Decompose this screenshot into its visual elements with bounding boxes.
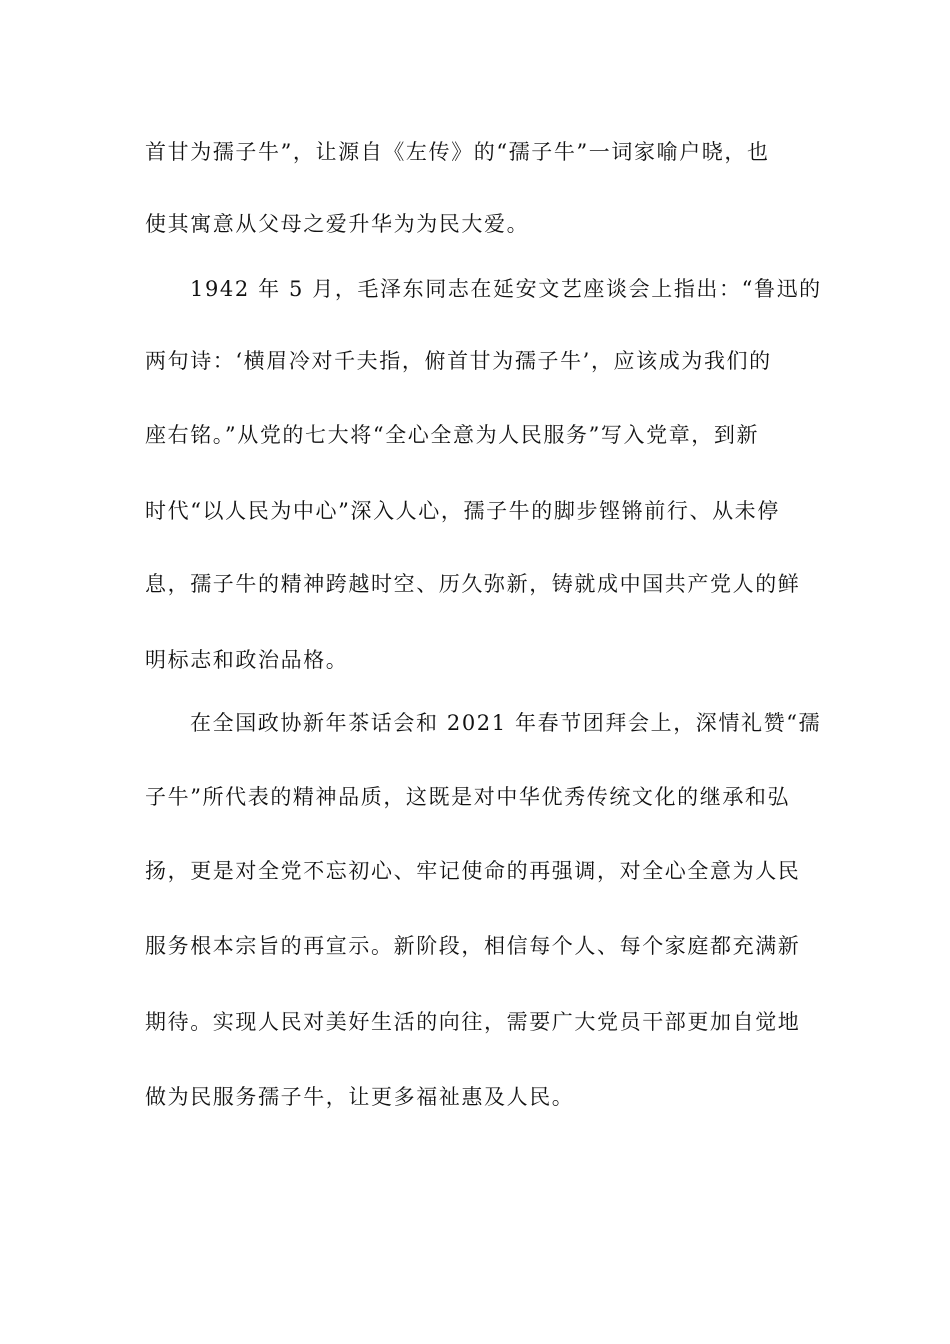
paragraph-line: 做为民服务孺子牛，让更多福祉惠及人民。: [145, 1085, 575, 1109]
paragraph-line: 扬，更是对全党不忘初心、牢记使命的再强调，对全心全意为人民: [145, 859, 801, 883]
paragraph-line: 服务根本宗旨的再宣示。新阶段，相信每个人、每个家庭都充满新: [145, 934, 801, 958]
paragraph-line: 时代“以人民为中心”深入人心，孺子牛的脚步铿锵前行、从未停: [145, 499, 780, 523]
paragraph-line: 息，孺子牛的精神跨越时空、历久弥新，铸就成中国共产党人的鲜: [145, 572, 801, 596]
paragraph-line: 首甘为孺子牛”，让源自《左传》的“孺子牛”一词家喻户晓，也: [145, 140, 770, 164]
paragraph-line: 使其寓意从父母之爱升华为为民大爱。: [145, 212, 530, 236]
paragraph-line: 两句诗：‘横眉冷对千夫指，俯首甘为孺子牛’，应该成为我们的: [145, 349, 772, 373]
paragraph-line: 1942 年 5 月，毛泽东同志在延安文艺座谈会上指出：“鲁迅的: [190, 277, 822, 301]
paragraph-line: 座右铭。”从党的七大将“全心全意为人民服务”写入党章，到新: [145, 423, 760, 447]
paragraph-line: 在全国政协新年茶话会和 2021 年春节团拜会上，深情礼赞“孺: [190, 711, 822, 735]
paragraph-line: 子牛”所代表的精神品质，这既是对中华优秀传统文化的继承和弘: [145, 785, 791, 809]
paragraph-line: 明标志和政治品格。: [145, 648, 349, 672]
paragraph-line: 期待。实现人民对美好生活的向往，需要广大党员干部更加自觉地: [145, 1010, 801, 1034]
